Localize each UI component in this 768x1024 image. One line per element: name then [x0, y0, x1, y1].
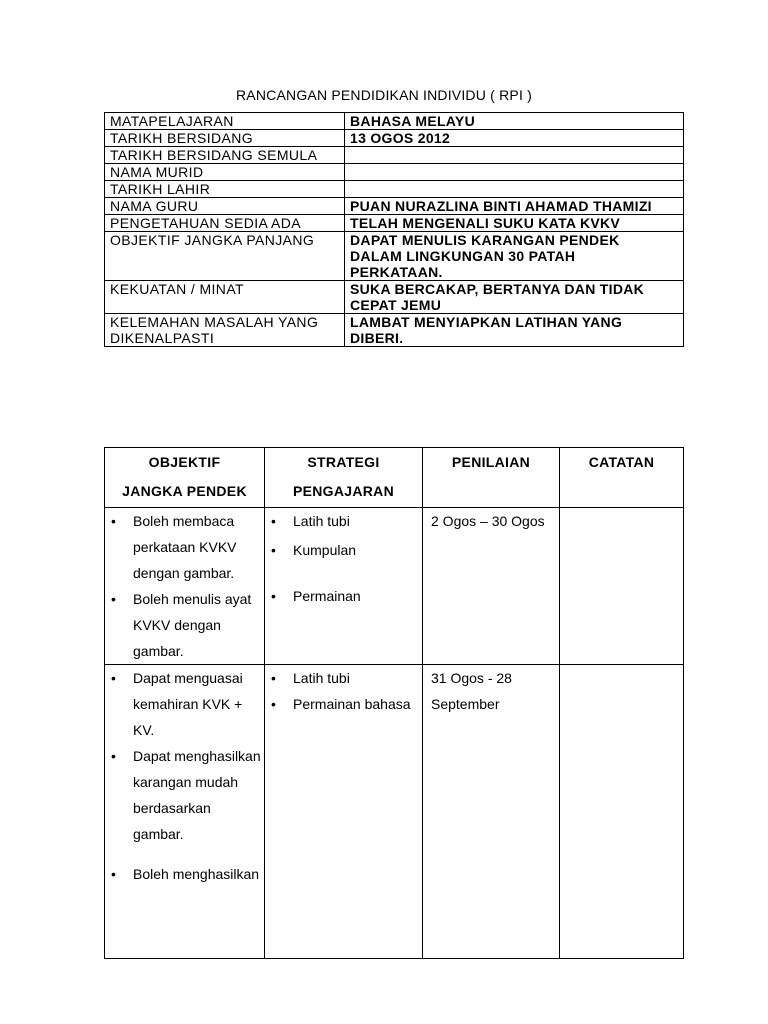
list-item: • Latih tubi — [265, 508, 422, 534]
table-row — [105, 281, 684, 314]
table-row — [105, 508, 684, 665]
table-row — [105, 665, 684, 959]
value-line: PERKATAAN. — [350, 264, 443, 280]
objektif-cell — [105, 508, 265, 665]
penilaian-cell: 2 Ogos – 30 Ogos — [423, 508, 560, 665]
info-value — [345, 281, 684, 314]
table-row — [105, 215, 684, 232]
info-value: BAHASA MELAYU — [345, 113, 684, 130]
list-item: • Kumpulan — [265, 537, 422, 563]
header-objektif — [105, 448, 265, 508]
info-label: PENGETAHUAN SEDIA ADA — [105, 215, 345, 232]
value-line: DALAM LINGKUNGAN 30 PATAH — [350, 248, 576, 264]
label-line: KELEMAHAN MASALAH YANG — [110, 314, 319, 330]
info-label: KEKUATAN / MINAT — [105, 281, 345, 314]
table-row — [105, 164, 684, 181]
info-table — [104, 112, 684, 347]
info-label: TARIKH LAHIR — [105, 181, 345, 198]
penilaian-cell: 31 Ogos - 28 September — [423, 665, 560, 959]
catatan-cell — [560, 508, 684, 665]
strategi-cell — [265, 508, 423, 665]
info-label: NAMA MURID — [105, 164, 345, 181]
value-line: CEPAT JEMU — [350, 297, 442, 313]
strategi-cell — [265, 665, 423, 959]
value-line: SUKA BERCAKAP, BERTANYA DAN TIDAK — [350, 281, 645, 297]
list-item: • Dapat menghasilkan karangan mudah berdasarkan gambar. — [105, 743, 264, 847]
value-line: LAMBAT MENYIAPKAN LATIHAN YANG — [350, 314, 623, 330]
header-strategi — [265, 448, 423, 508]
info-value: TELAH MENGENALI SUKU KATA KVKV — [345, 215, 684, 232]
objektif-cell — [105, 665, 265, 959]
info-value — [345, 232, 684, 281]
label-line: DIKENALPASTI — [110, 330, 215, 346]
table-row — [105, 181, 684, 198]
catatan-cell — [560, 665, 684, 959]
info-value — [345, 147, 684, 164]
info-label: OBJEKTIF JANGKA PANJANG — [105, 232, 345, 281]
value-line: DAPAT MENULIS KARANGAN PENDEK — [350, 232, 620, 248]
info-label: NAMA GURU — [105, 198, 345, 215]
info-value — [345, 314, 684, 347]
info-label: TARIKH BERSIDANG — [105, 130, 345, 147]
list-item: • Boleh menulis ayat KVKV dengan gambar. — [105, 586, 264, 664]
table-row — [105, 314, 684, 347]
table-row — [105, 113, 684, 130]
info-label: MATAPELAJARAN — [105, 113, 345, 130]
table-row — [105, 198, 684, 215]
header-catatan: CATATAN — [560, 448, 684, 508]
header-line: STRATEGI — [307, 454, 380, 470]
table-row — [105, 147, 684, 164]
info-value: 13 OGOS 2012 — [345, 130, 684, 147]
list-item: • Boleh membaca perkataan KVKV dengan gambar. — [105, 508, 264, 586]
header-line: OBJEKTIF — [148, 454, 221, 470]
header-line: PENGAJARAN — [292, 483, 394, 499]
info-label — [105, 314, 345, 347]
list-item: • Permainan bahasa — [265, 691, 422, 717]
list-item: • Dapat menguasai kemahiran KVK + KV. — [105, 665, 264, 743]
header-line: JANGKA PENDEK — [122, 483, 247, 499]
header-penilaian: PENILAIAN — [423, 448, 560, 508]
list-item: • Boleh menghasilkan — [105, 861, 264, 887]
list-item: • Permainan — [265, 583, 422, 609]
info-value — [345, 181, 684, 198]
info-value: PUAN NURAZLINA BINTI AHAMAD THAMIZI — [345, 198, 684, 215]
list-item: • Latih tubi — [265, 665, 422, 691]
header-row — [105, 448, 684, 508]
table-row — [105, 232, 684, 281]
info-value — [345, 164, 684, 181]
info-label: TARIKH BERSIDANG SEMULA — [105, 147, 345, 164]
document-title: RANCANGAN PENDIDIKAN INDIVIDU ( RPI ) — [236, 87, 532, 103]
table-row — [105, 130, 684, 147]
plan-table — [104, 447, 684, 959]
value-line: DIBERI. — [350, 330, 404, 346]
